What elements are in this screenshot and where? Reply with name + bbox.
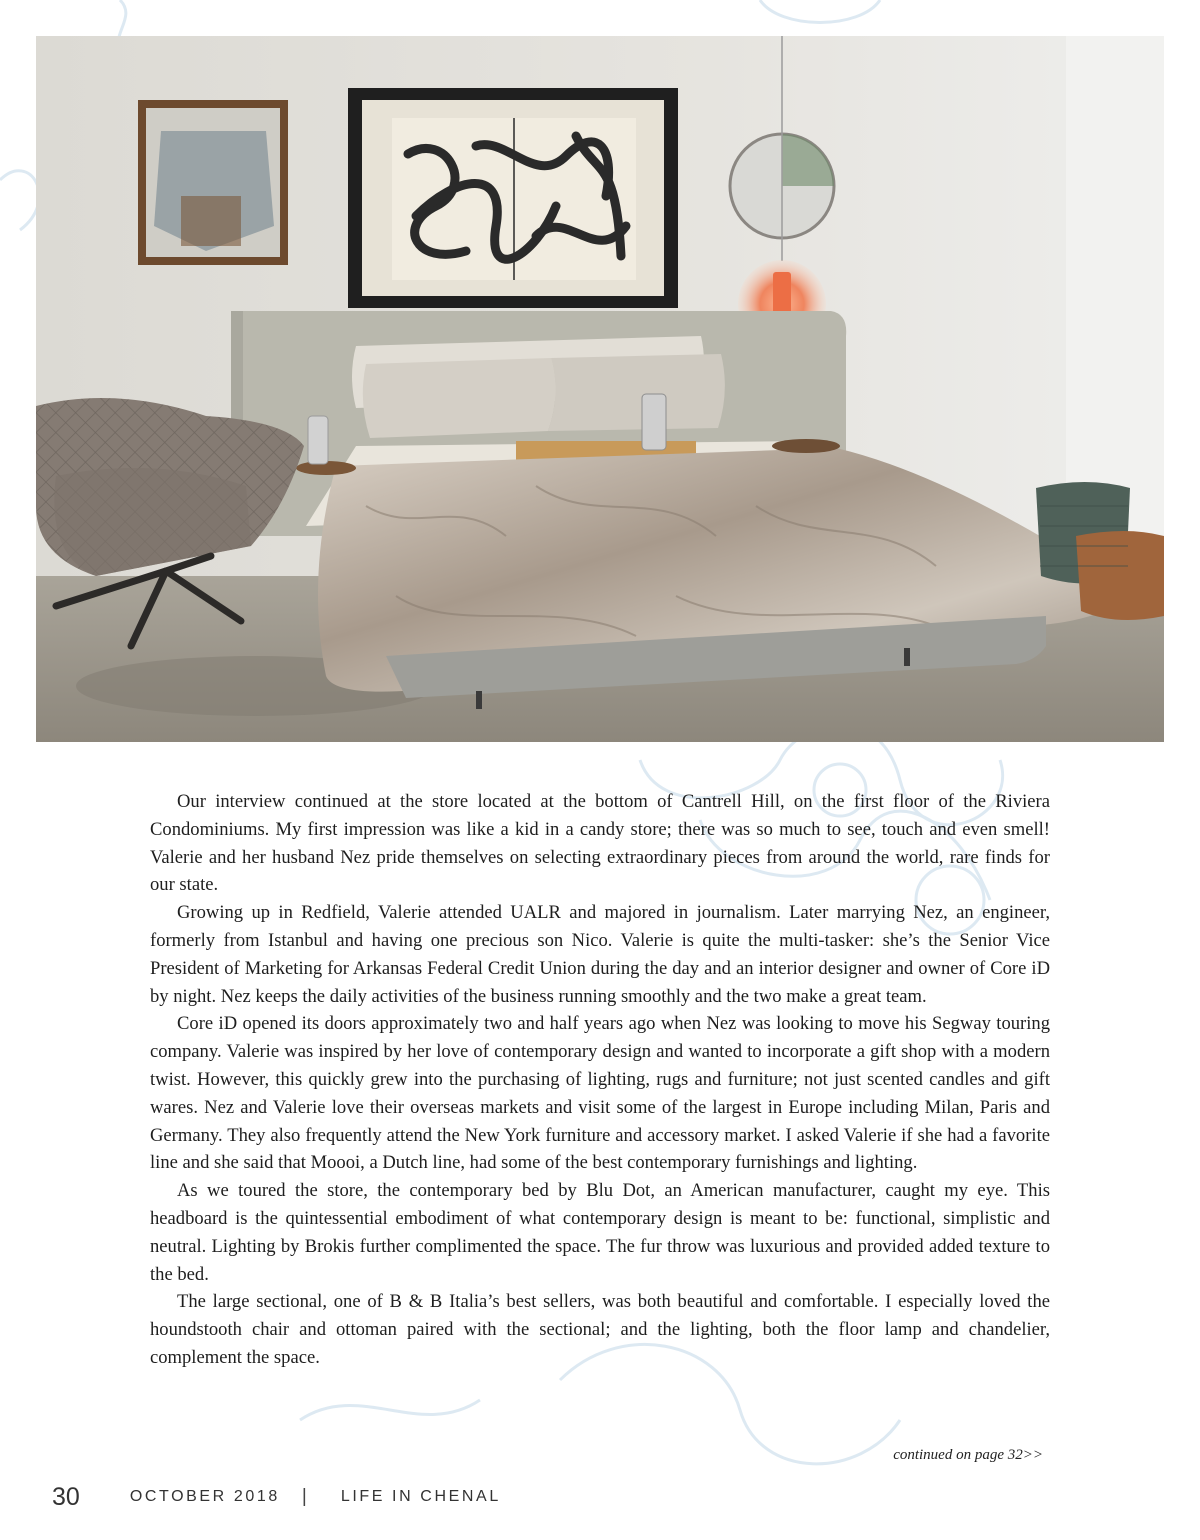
article-paragraph: As we toured the store, the contemporary bed by Blu Dot, an American manufacturer, caught my eye. This headboard is the quintessential embodiment of what contemporary design is meant to be: functional, simplistic and neutral. Lighting by Brokis further complimented the space. The fur throw was luxurious and provided added texture to the bed. (150, 1180, 1050, 1285)
article-paragraph: The large sectional, one of B & B Italia’s best sellers, was both beautiful and comfortable. I especially loved the houndstooth chair and ottoman paired with the sectional; and the lighting, both the floor lamp and chandelier, complement the space. (150, 1291, 1050, 1368)
article-paragraph: Growing up in Redfield, Valerie attended UALR and majored in journalism. Later marrying Nez, an engineer, formerly from Istanbul and having one precious son Nico. Valerie is quite the multi-tasker: she’s the Senior Vice President of Marketing for Arkansas Federal Credit Union during the day and an interior designer and owner of Core iD by night. Nez keeps the daily activities of the business running smoothly and the two make a great team. (150, 902, 1050, 1007)
footer-separator: | (301, 1486, 307, 1507)
article-body (150, 788, 1050, 1372)
bedroom-showroom-photo (36, 36, 1164, 742)
issue-date: OCTOBER 2018 (129, 1488, 280, 1505)
article-paragraph: Our interview continued at the store located at the bottom of Cantrell Hill, on the first floor of the Riviera Condominiums. My first impression was like a kid in a candy store; there was so much to see, touch and even smell! Valerie and her husband Nez pride themselves on selecting extraordinary pieces from around the world, rare finds for our state. (150, 791, 1050, 896)
page-number: 30 (52, 1482, 80, 1511)
continued-on-page-note: continued on page 32>> (893, 1447, 1043, 1463)
magazine-name: LIFE IN CHENAL (340, 1488, 501, 1505)
page-footer (52, 1480, 501, 1514)
article-paragraph: Core iD opened its doors approximately two and half years ago when Nez was looking to move his Segway touring company. Valerie was inspired by her love of contemporary design and wanted to incorporate a gift shop with a modern twist. However, this quickly grew into the purchasing of lighting, rugs and furniture; not just scented candles and gift wares. Nez and Valerie love their overseas markets and visit some of the largest in Europe including Milan, Paris and Germany. They also frequently attend the New York furniture and accessory market. I asked Valerie if she had a favorite line and she said that Moooi, a Dutch line, had some of the best contemporary furnishings and lighting. (150, 1013, 1050, 1174)
